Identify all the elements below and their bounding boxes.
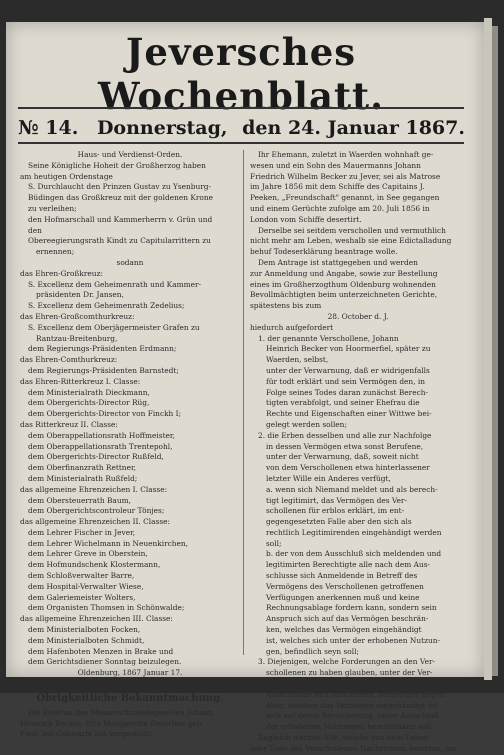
page-edge-shadow (492, 26, 498, 676)
section-heading: Obrigkeitliche Bekanntmachung. (36, 692, 224, 704)
text-line: letzter Wille ein Anderes verfügt, (266, 473, 391, 483)
text-line: 28. October d. J. (327, 311, 389, 321)
text-line: Vermögens des Verschollenen getroffenen (266, 581, 424, 591)
text-line: Rechte und Eigenschaften einer Wittwe bei- (266, 409, 432, 419)
issue-weekday: Donnerstag, (96, 117, 228, 139)
text-line: dem Organisten Thomsen in Schönwalde; (28, 603, 185, 613)
text-line: legitimirten Berechtigte alle nach dem Aus- (266, 560, 431, 570)
text-line: Fuss, bei Cukwarfe hat vorgestellt: (20, 729, 152, 739)
masthead-rule (18, 107, 464, 109)
text-line: das Ehren-Comthurkreuz: (20, 355, 118, 365)
text-line: schollenen zu haben glauben, unter der Ver- (266, 668, 433, 678)
text-line: das Ehren-Großkreuz: (20, 268, 103, 278)
text-line: sich auf deren Bereicherung, unter Ausschluß (266, 711, 439, 721)
text-line: von dem Verschollenen etwa hinterlassener (266, 463, 430, 473)
text-line: behuf Todeserklärung beantrage wolle. (250, 247, 398, 257)
text-line: nicht mehr am Leben, weshalb sie eine Edictalladung (250, 236, 452, 246)
text-line: der erhobenen Nutzungen beschränken soll. (266, 722, 434, 732)
text-line: dem Regierungs-Präsidenten Erdmann; (28, 344, 177, 354)
text-line: für todt erklärt und sein Vermögen den, in (266, 376, 426, 386)
text-line: Anspruch sich auf das Vermögen beschrän- (266, 614, 429, 624)
text-line: das allgemeine Ehrenzeichen III. Classe: (20, 614, 173, 624)
text-line: tigten verabfolgt, und seiner Ehefrau die (266, 398, 420, 408)
text-line: dem Hospital-Verwalter Wiese, (28, 581, 144, 591)
text-line: dem Gerichtsdiener Sonntag beizulegen. (28, 657, 182, 667)
issue-date: den 24. Januar 1867. (242, 117, 465, 139)
right-column (250, 150, 466, 755)
text-line: Verfügungen anerkennen muß und keine (266, 592, 420, 602)
text-line: Heinrich Becker, Etta Margarethe Dorothee geb. (20, 718, 204, 728)
text-line: S. Excellenz dem Oberjägermeister Grafen zu (28, 322, 200, 332)
text-line: dem Galeriemeister Wolters, (28, 592, 136, 602)
text-line: Ausschlusse sich Meldenden, denjenigen gegen- (266, 689, 448, 699)
text-line: Friedrich Wilhelm Becker zu Jever, sei als Matrose (250, 171, 441, 181)
text-line: soll; (266, 538, 282, 548)
text-line: a. wenn sich Niemand meldet und als berech- (266, 484, 438, 494)
text-line: Peeken, „Freundschaft" genannt, in See gegangen (250, 193, 440, 203)
text-line: das allgemeine Ehrenzeichen II. Classe: (20, 517, 170, 527)
text-line: dem Oberappellationsrath Hoffmeister, (28, 430, 175, 440)
text-line: wesen und ein Sohn des Mauermanns Johann (250, 160, 421, 170)
text-line: dem Lehrer Greve in Oberstein, (28, 549, 148, 559)
text-line: eines im Großherzogthum Oldenburg wohnenden (250, 279, 436, 289)
issue-number: № 14. (18, 117, 79, 139)
text-line: dem Obergerichts-Director von Finckh I; (28, 409, 182, 419)
text-line: ken, welches das Vermögen eingehändigt (266, 625, 422, 635)
text-line: das allgemeine Ehrenzeichen I. Classe: (20, 484, 168, 494)
text-line: Derselbe sei seitdem verschollen und vermuthlich (258, 225, 446, 235)
text-line: schlusse sich Anmeldende in Betreff des (266, 571, 418, 581)
text-line: 3. Diejenigen, welche Forderungen an den Ver- (258, 657, 435, 667)
text-line: J. A.: Köhler. (107, 679, 153, 689)
text-line: das Ritterkreuz II. Classe: (20, 419, 118, 429)
text-line: in dessen Vermögen etwa sonst Berufene, (266, 441, 424, 451)
text-line: den (28, 225, 42, 235)
text-line: dem Schloßverwalter Barre, (28, 571, 135, 581)
text-line: S. Excellenz dem Geheimenrath und Kammer- (28, 279, 202, 289)
text-line: dem Ministerialrath Rußfeld; (28, 473, 138, 483)
text-line: warnung, daß die Forderung des nach dem (266, 679, 428, 689)
text-line: dem Oberappellationsrath Trentepohl, (28, 441, 173, 451)
text-line: gegengesetzten Falle aber den sich als (266, 517, 412, 527)
text-line: sodann (116, 257, 144, 267)
text-line: dem Ministerialboten Focken, (28, 625, 141, 635)
text-line: über, welchen das Vermögen eingehändigt ist, (266, 700, 440, 710)
text-line: dem Hafenboten Menzen in Brake und (28, 646, 174, 656)
text-line: Ihr Ehemann, zuletzt in Waerden wohnhaft ge- (258, 150, 434, 159)
text-line: dem Lehrer Fischer in Jever, (28, 527, 136, 537)
text-line: Haus- und Verdienst-Orden. (77, 150, 183, 159)
text-line: spätestens bis zum (250, 301, 322, 311)
text-line: S. Durchlaucht den Prinzen Gustav zu Ysenburg- (28, 182, 212, 192)
text-line: den Hofmarschall und Kammerherrn v. Grün und (28, 214, 213, 224)
text-line: dem Obergerichts-Director Rüg, (28, 398, 150, 408)
issue-line (18, 117, 464, 139)
text-line: unter der Verwarnung, daß er widrigenfalls (266, 365, 430, 375)
column-separator (243, 150, 244, 655)
text-line: und einem Gerüchte zufolge am 20. Juli 1856 in (250, 203, 430, 213)
text-line: dem Obersteuerrath Baum, (28, 495, 131, 505)
text-line: Heinrich Becker von Hoormerfiel, später zu (266, 344, 431, 354)
text-line: dem Oberfinanzrath Rettner, (28, 463, 137, 473)
text-line: 1. der genannte Verschollene, Johann (258, 333, 399, 343)
text-line: dem Ministerialrath Dieckmann, (28, 387, 150, 397)
text-line: im Jahre 1856 mit dem Schiffe des Capitains J. (250, 182, 425, 192)
text-line: dem Obergerichtscontroleur Tönjes; (28, 506, 165, 516)
text-line: dem Obergerichts-Director Rußfeld, (28, 452, 164, 462)
text-line: hiedurch aufgefordert (250, 322, 334, 332)
text-line: dem Lehrer Wichelmann in Neuenkirchen, (28, 538, 189, 548)
text-line: Rechnungsablage fordern kann, sondern sein (266, 603, 437, 613)
text-line: Folge seines Todes daran zunächst Berech- (266, 387, 428, 397)
text-line: Waerden, selbst, (266, 355, 329, 365)
text-line: London vom Schiffe desertirt. (250, 214, 362, 224)
text-line: das Ehren-Großcomthurkreuz: (20, 311, 135, 321)
text-line: gen, befindlich seyn soll; (266, 646, 359, 656)
text-line: Seine Königliche Hoheit der Großherzog haben (28, 160, 206, 170)
text-line: dem Regierungs-Präsidenten Barnstedt; (28, 365, 179, 375)
text-line: Die Ehefrau des Messerschmiedegesellen Johann (28, 707, 214, 717)
text-line: rechtlich Legitimirenden eingehändigt werden (266, 527, 442, 537)
text-line: ist, welches sich unter der erhobenen Nutzun- (266, 635, 441, 645)
text-line: Bevollmächtigten beim unterzeichneten Gerichte, (250, 290, 438, 300)
text-line: das Ehren-Ritterkreuz I. Classe: (20, 376, 141, 386)
text-line: tigt legitimirt, das Vermögen des Ver- (266, 495, 407, 505)
text-line: Büdingen das Großkreuz mit der goldenen Krone (28, 193, 213, 203)
text-line: gelegt werden sollen; (266, 419, 347, 429)
text-line: zu verleihen; (28, 203, 77, 213)
issue-rule (18, 142, 464, 144)
text-line: b. der von dem Ausschluß sich meldenden und (266, 549, 442, 559)
text-line: am heutigen Ordenstage (20, 171, 113, 181)
text-line: präsidenten Dr. Jansen, (36, 290, 124, 300)
text-line: dem Ministerialboten Schmidt, (28, 635, 145, 645)
page-edge (484, 18, 492, 680)
text-line: oder Tode des Verschollenen Nachrichten besitzen, zur (250, 743, 458, 753)
text-line: Oldenburg, 1867 Januar 17. (77, 668, 183, 678)
text-line: Zugleich werden Alle, welche von dem Leben (258, 733, 429, 743)
text-line: dem Hofmundschenk Klostermann, (28, 560, 161, 570)
newspaper-masthead: Jeversches Wochenblatt. (97, 30, 385, 118)
text-line: S. Excellenz dem Geheimenrath Zedelius; (28, 301, 185, 311)
left-column (20, 150, 240, 740)
text-line: Obereegierungsrath Kindt zu Capitularrittern zu (28, 236, 211, 246)
text-line: unter der Verwarnung, daß, soweit nicht (266, 452, 419, 462)
text-line: Dem Antrage ist stattgegeben und werden (258, 257, 418, 267)
text-line: ernennen; (36, 247, 75, 257)
text-line: 2. die Erben desselben und alle zur Nachfolge (258, 430, 432, 440)
text-line: zur Anmeldung und Angabe, sowie zur Bestellung (250, 268, 438, 278)
text-line: schollenen für erblos erklärt, im ent- (266, 506, 405, 516)
text-line: Rantzau-Breitenburg, (36, 333, 118, 343)
